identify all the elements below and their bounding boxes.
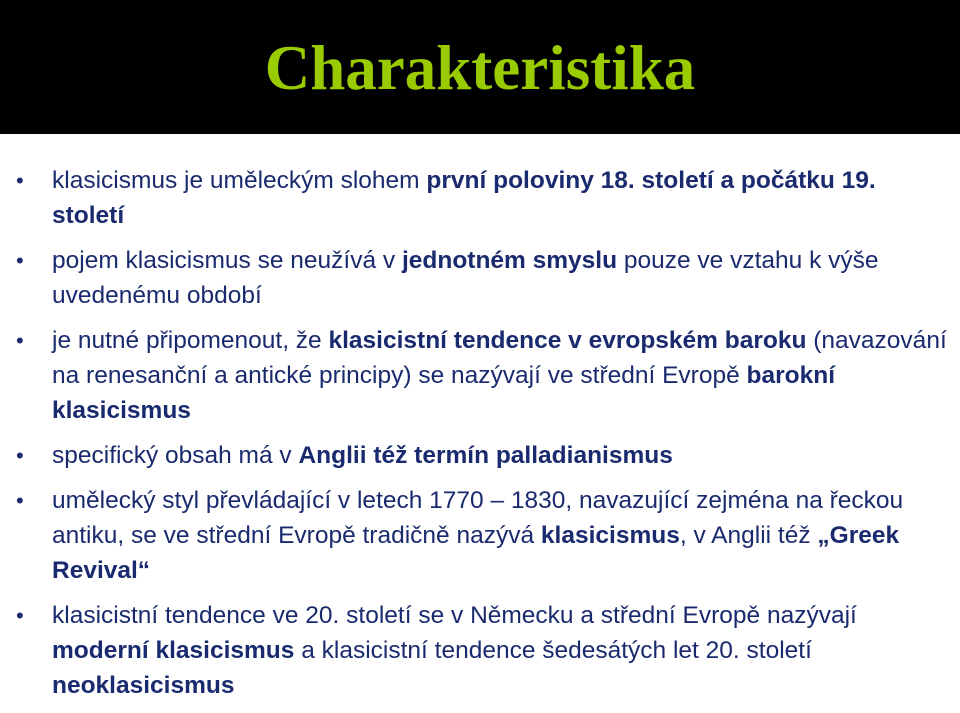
bullet-text: umělecký styl převládající v letech 1770 – 1830, navazující zejména na řeckou antiku, se ve střední Evropě tradičně nazývá klasicismus, v Anglii též „Greek Revival“ [52, 487, 904, 584]
bullet-item [0, 483, 960, 588]
bullet-item [0, 598, 960, 703]
bullet-dot-icon: • [16, 248, 24, 273]
bullet-text: pojem klasicismus se neužívá v jednotném smyslu pouze ve vztahu k výše uvedenému období [52, 247, 879, 309]
title-bar [0, 0, 960, 134]
bullet-text: klasicismus je uměleckým slohem první poloviny 18. století a počátku 19. století [52, 167, 876, 229]
slide-title: Charakteristika [264, 33, 696, 103]
bullet-item [0, 438, 960, 473]
bullet-item [0, 323, 960, 428]
bullet-text: klasicistní tendence ve 20. století se v Německu a střední Evropě nazývají moderní klasicismus a klasicistní tendence šedesátých let 20. století neoklasicismus [52, 602, 857, 699]
bullet-item [0, 163, 960, 233]
bullet-dot-icon: • [16, 168, 24, 193]
bullet-dot-icon: • [16, 328, 24, 353]
bullet-list [0, 163, 960, 713]
bullet-dot-icon: • [16, 603, 24, 628]
bullet-dot-icon: • [16, 488, 24, 513]
bullet-text: je nutné připomenout, že klasicistní tendence v evropském baroku (navazování na renesanční a antické principy) se nazývají ve střední Evropě barokní klasicismus [52, 327, 947, 424]
bullet-item [0, 243, 960, 313]
bullet-text: specifický obsah má v Anglii též termín palladianismus [52, 442, 673, 469]
bullet-dot-icon: • [16, 443, 24, 468]
